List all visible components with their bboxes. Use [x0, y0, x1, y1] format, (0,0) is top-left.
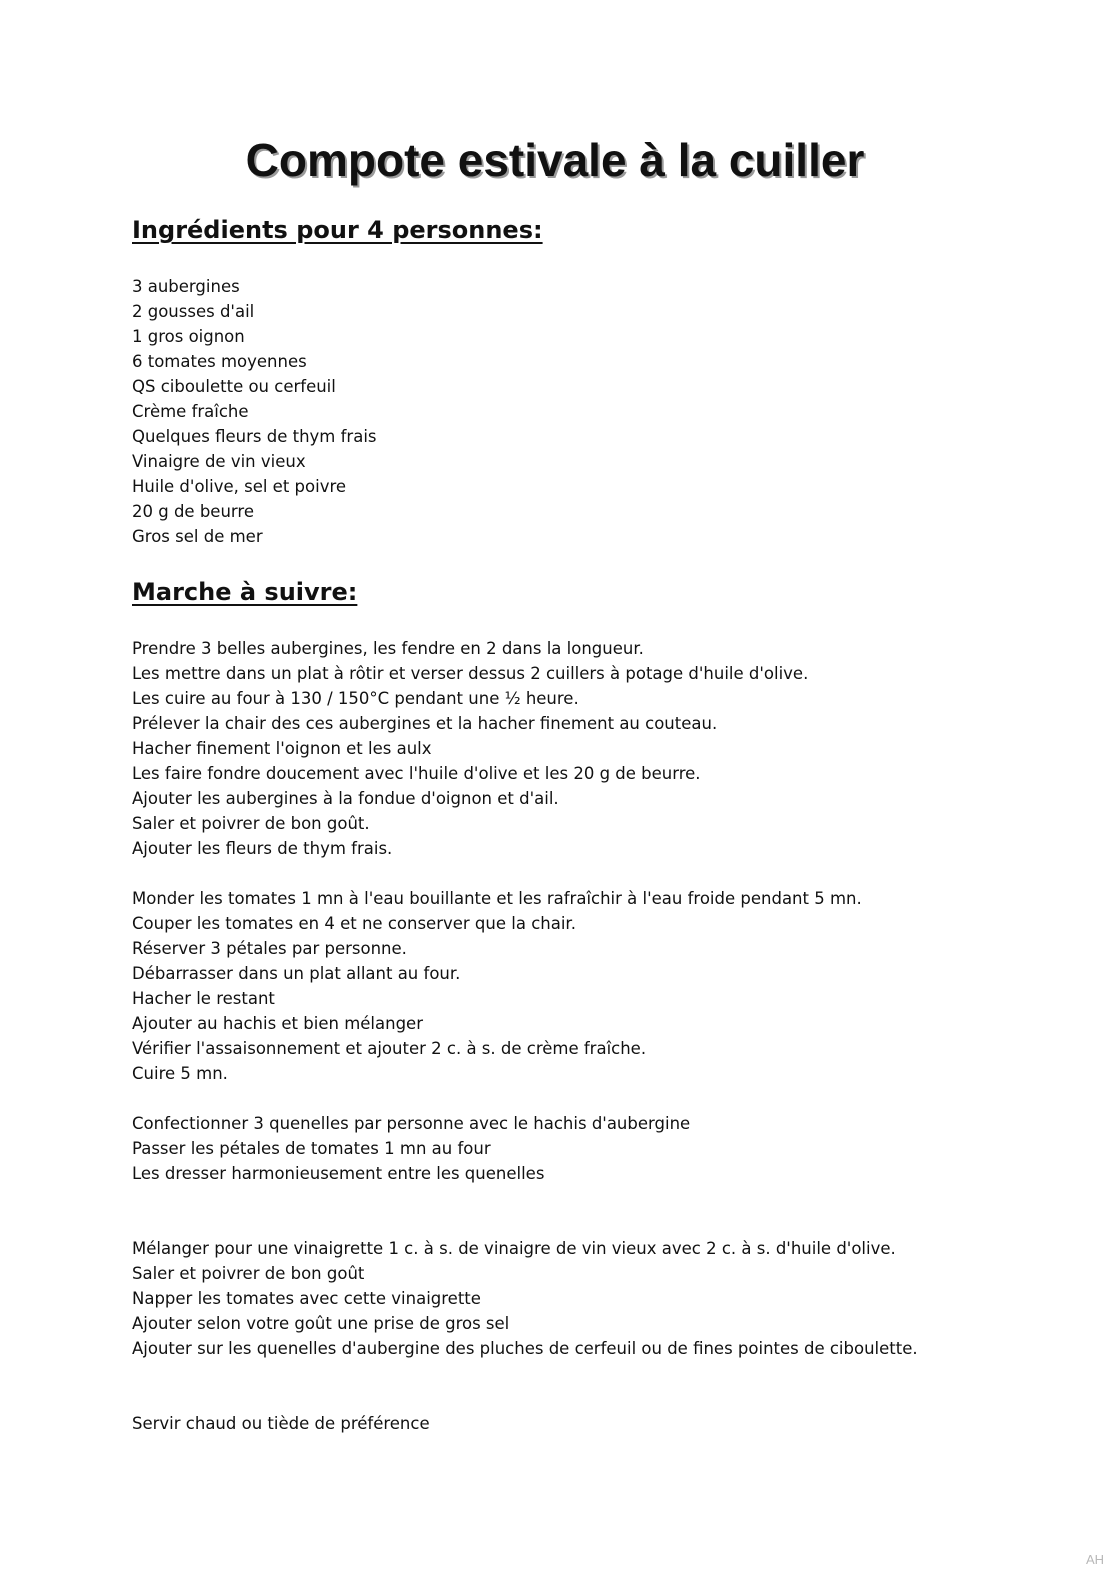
ingredient-item: Crème fraîche — [132, 402, 249, 421]
step-line: Les mettre dans un plat à rôtir et verser dessus 2 cuillers à potage d'huile d'olive. — [132, 664, 809, 683]
ingredient-item: Vinaigre de vin vieux — [132, 452, 306, 471]
step-line: Prendre 3 belles aubergines, les fendre en 2 dans la longueur. — [132, 639, 644, 658]
serving-note: Servir chaud ou tiède de préférence — [132, 1414, 430, 1433]
ingredients-heading: Ingrédients pour 4 personnes: — [132, 216, 543, 244]
ingredient-item: Gros sel de mer — [132, 527, 263, 546]
step-line: Vérifier l'assaisonnement et ajouter 2 c. à s. de crème fraîche. — [132, 1039, 647, 1058]
step-line: Débarrasser dans un plat allant au four. — [132, 964, 461, 983]
steps-group-4 — [132, 1236, 918, 1361]
step-line: Les cuire au four à 130 / 150°C pendant une ½ heure. — [132, 689, 579, 708]
step-line: Ajouter les aubergines à la fondue d'oignon et d'ail. — [132, 789, 559, 808]
ingredient-item: 3 aubergines — [132, 277, 240, 296]
step-line: Monder les tomates 1 mn à l'eau bouillante et les rafraîchir à l'eau froide pendant 5 mn. — [132, 889, 862, 908]
step-line: Hacher finement l'oignon et les aulx — [132, 739, 432, 758]
ingredient-item: 6 tomates moyennes — [132, 352, 307, 371]
step-line: Confectionner 3 quenelles par personne avec le hachis d'aubergine — [132, 1114, 691, 1133]
step-line: Ajouter sur les quenelles d'aubergine des pluches de cerfeuil ou de fines pointes de ciboulette. — [132, 1339, 918, 1358]
step-line: Mélanger pour une vinaigrette 1 c. à s. de vinaigre de vin vieux avec 2 c. à s. d'huile d'olive. — [132, 1239, 896, 1258]
steps-group-3 — [132, 1111, 690, 1186]
step-line: Couper les tomates en 4 et ne conserver que la chair. — [132, 914, 576, 933]
page-title: Compote estivale à la cuiller — [245, 134, 865, 186]
steps-heading: Marche à suivre: — [132, 578, 358, 606]
ingredient-item: 2 gousses d'ail — [132, 302, 255, 321]
step-line: Saler et poivrer de bon goût — [132, 1264, 365, 1283]
step-line: Saler et poivrer de bon goût. — [132, 814, 370, 833]
step-line: Prélever la chair des ces aubergines et la hacher finement au couteau. — [132, 714, 718, 733]
step-line: Réserver 3 pétales par personne. — [132, 939, 407, 958]
ingredient-item: Quelques fleurs de thym frais — [132, 427, 377, 446]
step-line: Cuire 5 mn. — [132, 1064, 228, 1083]
step-line: Napper les tomates avec cette vinaigrette — [132, 1289, 481, 1308]
corner-initials: AH — [1085, 1552, 1104, 1567]
ingredient-item: Huile d'olive, sel et poivre — [132, 477, 347, 496]
step-line: Ajouter les fleurs de thym frais. — [132, 839, 393, 858]
steps-group-2 — [132, 886, 862, 1086]
step-line: Les faire fondre doucement avec l'huile d'olive et les 20 g de beurre. — [132, 764, 701, 783]
ingredient-list — [132, 274, 377, 549]
step-line: Ajouter selon votre goût une prise de gros sel — [132, 1314, 510, 1333]
ingredient-item: QS ciboulette ou cerfeuil — [132, 377, 336, 396]
step-line: Les dresser harmonieusement entre les quenelles — [132, 1164, 545, 1183]
step-line: Passer les pétales de tomates 1 mn au four — [132, 1139, 491, 1158]
step-line: Ajouter au hachis et bien mélanger — [132, 1014, 423, 1033]
steps-group-5 — [132, 1411, 430, 1436]
steps-group-1 — [132, 636, 808, 861]
ingredient-item: 1 gros oignon — [132, 327, 245, 346]
ingredient-item: 20 g de beurre — [132, 502, 254, 521]
step-line: Hacher le restant — [132, 989, 275, 1008]
